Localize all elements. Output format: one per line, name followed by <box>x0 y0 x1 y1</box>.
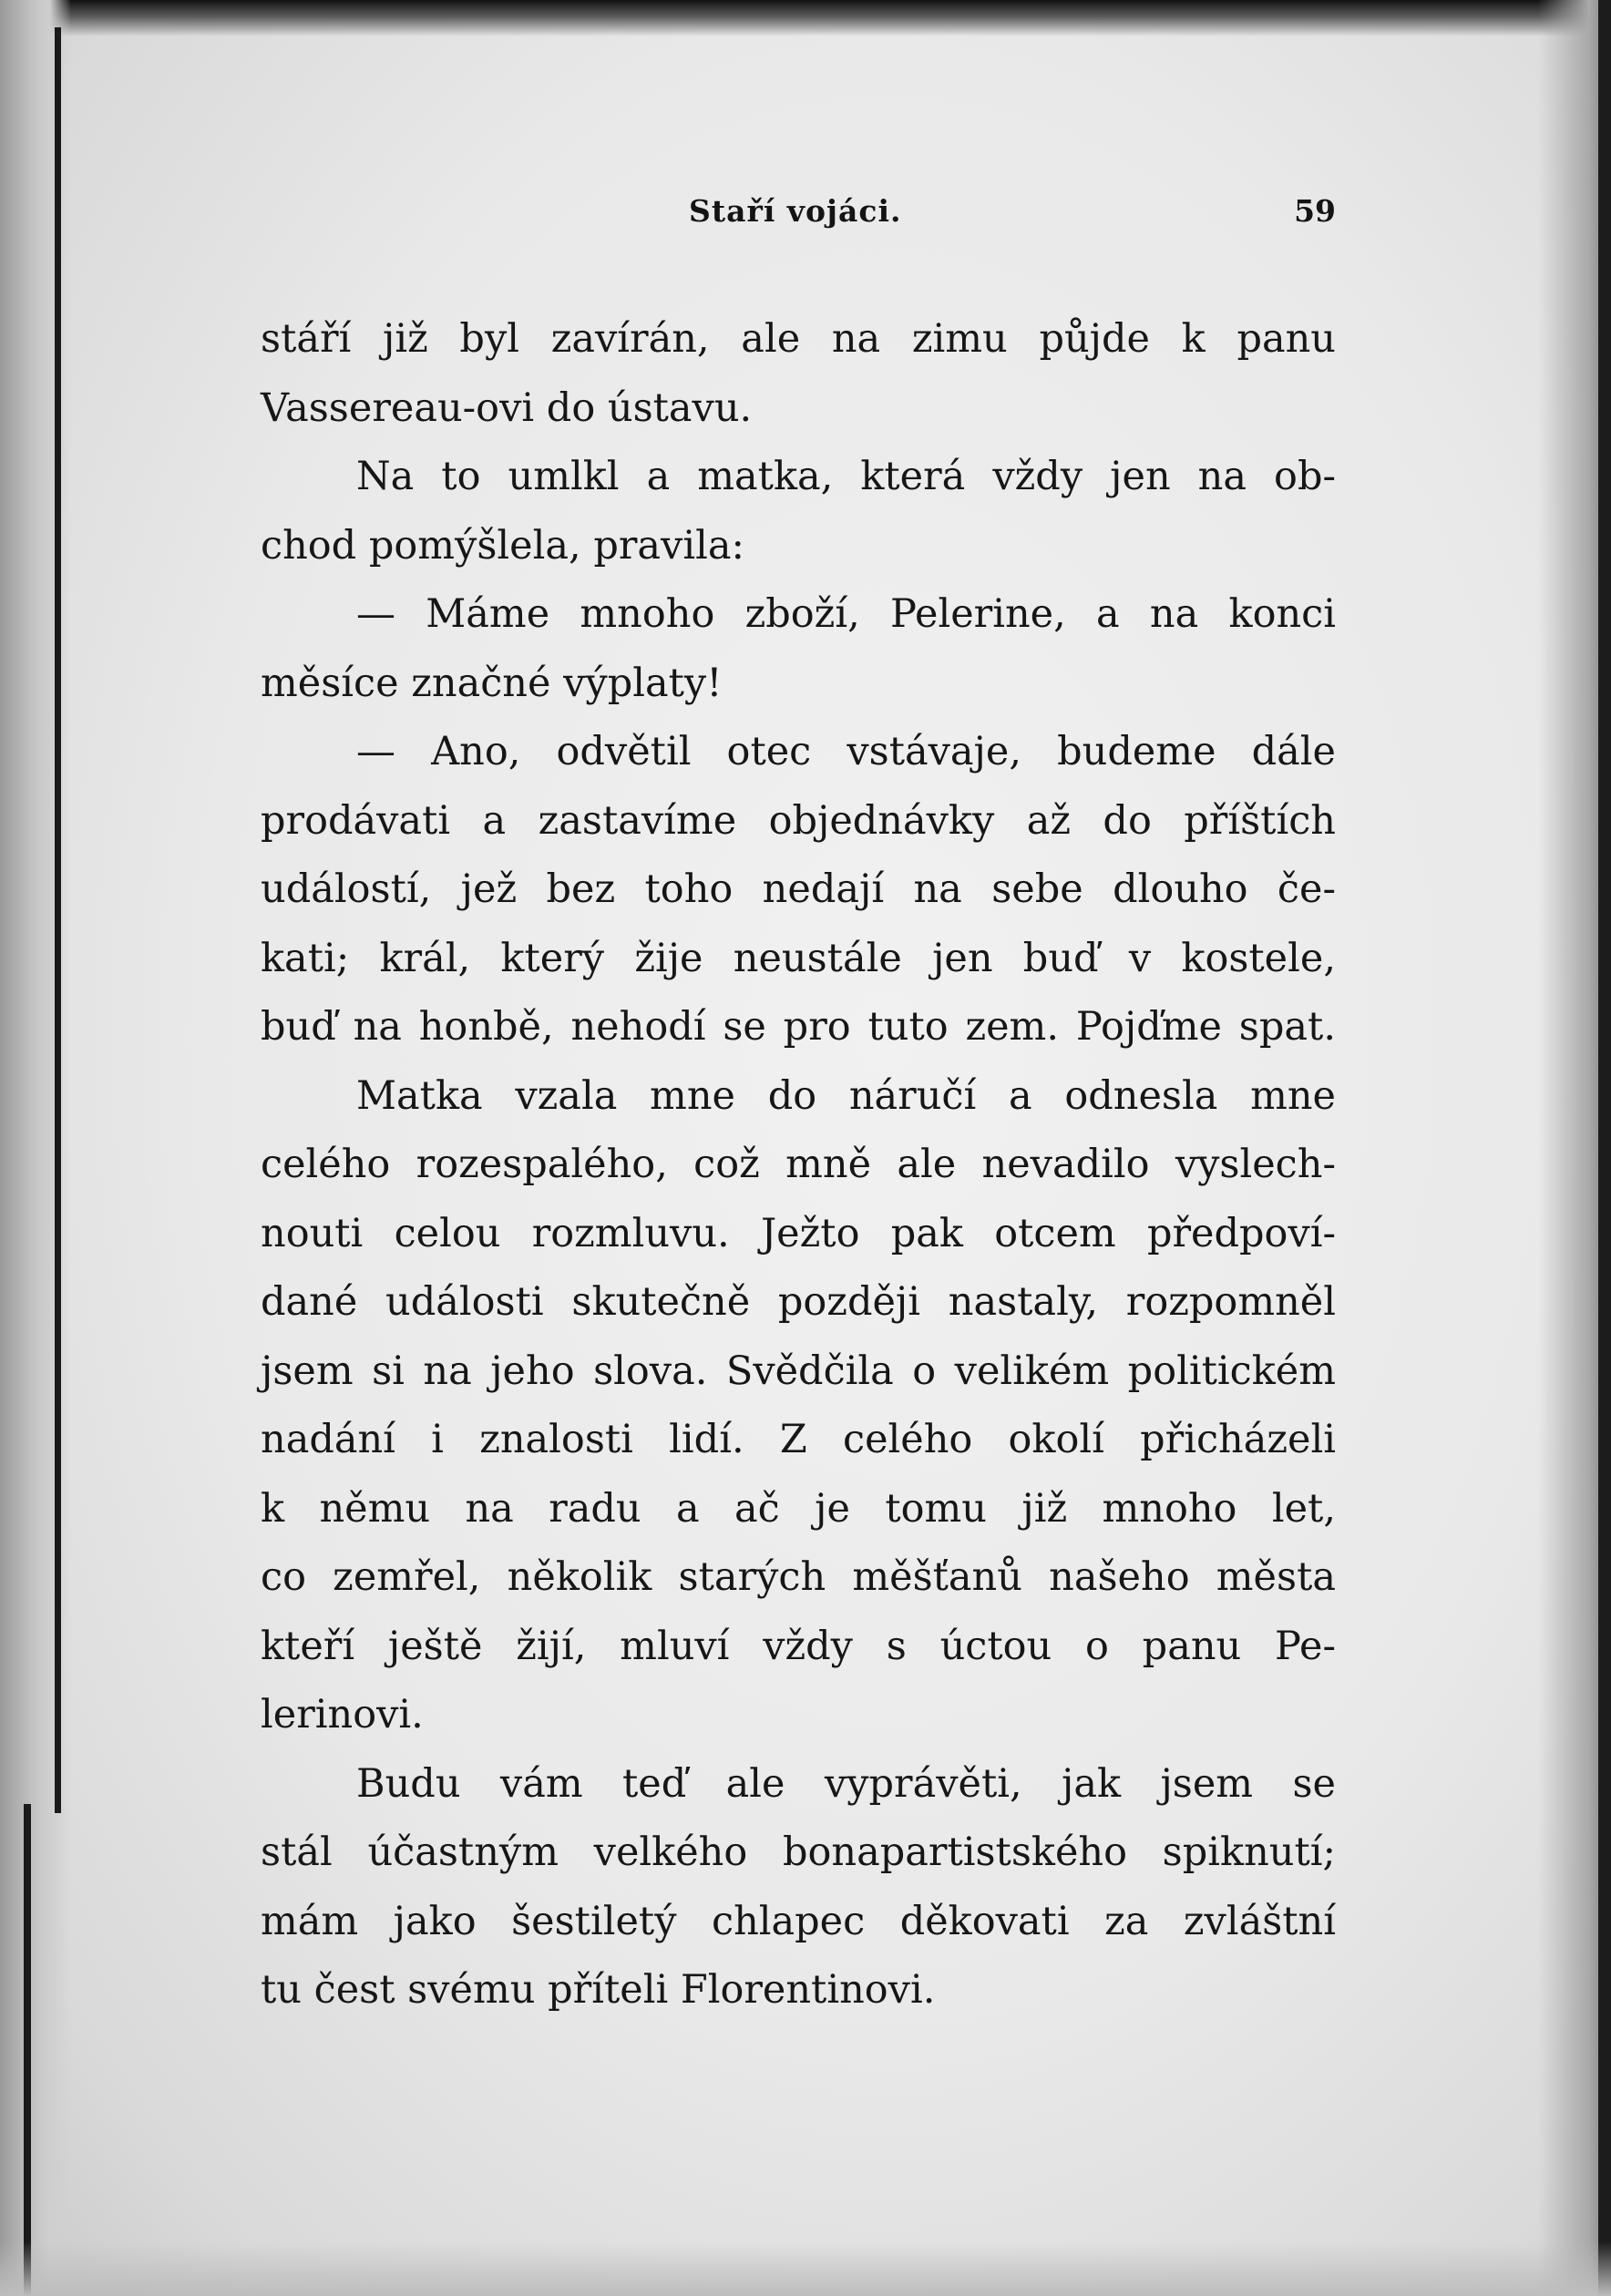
running-title: Staří vojáci. <box>689 193 902 229</box>
text-line: co zemřel, několik starých měšťanů našeho města <box>261 1554 1336 1600</box>
text-line: kati; král, který žije neustále jen buď v kostele, <box>261 935 1336 981</box>
text-line: jsem si na jeho slova. Svědčila o velikém politickém <box>261 1348 1336 1394</box>
text-line: událostí, jež bez toho nedají na sebe dlouho če- <box>261 866 1336 912</box>
text-line: Na to umlkl a matka, která vždy jen na ob- <box>356 454 1336 499</box>
text-line: buď na honbě, nehodí se pro tuto zem. Pojďme spat. <box>261 1004 1336 1050</box>
text-line: tu čest svému příteli Florentinovi. <box>261 1967 936 2013</box>
body-text <box>261 305 1336 2025</box>
text-line: kteří ještě žijí, mluví vždy s úctou o panu Pe- <box>261 1623 1336 1669</box>
text-line: — Ano, odvětil otec vstávaje, budeme dále <box>356 729 1336 774</box>
binding-edge-line-lower <box>24 1804 31 2296</box>
text-line: nouti celou rozmluvu. Ježto pak otcem předpoví- <box>261 1210 1336 1256</box>
text-line: nadání i znalosti lidí. Z celého okolí přicházeli <box>261 1417 1336 1462</box>
text-line: měsíce značné výplaty! <box>261 660 723 706</box>
text-line: stál účastným velkého bonapartistského spiknutí; <box>261 1830 1336 1875</box>
page-number: 59 <box>1294 193 1336 229</box>
text-line: chod pomýšlela, pravila: <box>261 522 744 569</box>
text-line: lerinovi. <box>261 1692 424 1737</box>
text-line: celého rozespalého, což mně ale nevadilo vyslech- <box>261 1142 1336 1187</box>
text-line: mám jako šestiletý chlapec děkovati za zvláštní <box>261 1898 1336 1944</box>
scan-top-shadow <box>0 0 1611 36</box>
scan-right-border <box>1598 0 1611 2296</box>
text-line: Matka vzala mne do náručí a odnesla mne <box>356 1072 1336 1119</box>
binding-edge-line <box>55 27 61 1813</box>
page-header <box>261 193 1336 239</box>
text-line: stáří již byl zavírán, ale na zimu půjde k panu <box>261 316 1336 362</box>
text-line: dané události skutečně později nastaly, rozpomněl <box>261 1279 1336 1325</box>
scan-bottom-shadow <box>0 2241 1611 2296</box>
text-line: Vassereau-ovi do ústavu. <box>261 384 753 431</box>
text-line: — Máme mnoho zboží, Pelerine, a na konci <box>356 591 1336 637</box>
text-line: Budu vám teď ale vyprávěti, jak jsem se <box>356 1760 1336 1807</box>
text-line: prodávati a zastavíme objednávky až do příštích <box>261 797 1336 844</box>
text-line: k němu na radu a ač je tomu již mnoho let, <box>261 1485 1336 1532</box>
